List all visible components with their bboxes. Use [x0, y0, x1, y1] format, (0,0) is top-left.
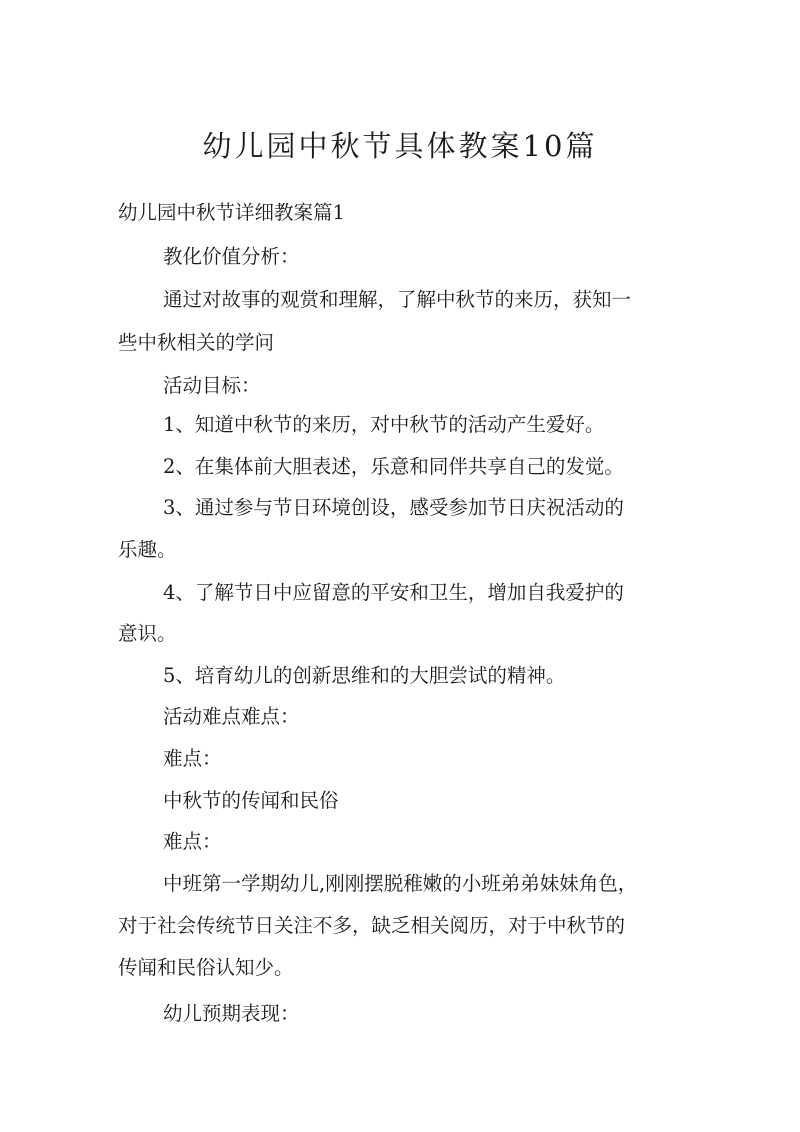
paragraph-line: 难点：	[163, 747, 222, 770]
paragraph-line: 意识。	[118, 622, 177, 645]
paragraph-line: 5、培育幼儿的创新思维和的大胆尝试的精神。	[163, 664, 566, 687]
paragraph-line: 些中秋相关的学问	[118, 331, 275, 354]
paragraph-line: 幼儿园中秋节详细教案篇1	[118, 201, 345, 224]
paragraph-line: 活动难点难点：	[163, 705, 300, 728]
document-title: 幼儿园中秋节具体教案10篇	[202, 129, 598, 163]
paragraph-line: 对于社会传统节日关注不多，缺乏相关阅历，对于中秋节的	[118, 914, 626, 937]
paragraph-line: 教化价值分析：	[163, 245, 300, 268]
paragraph-line: 乐趣。	[118, 538, 177, 561]
paragraph-line: 传闻和民俗认知少。	[118, 956, 294, 979]
paragraph-line: 4、了解节日中应留意的平安和卫生，增加自我爱护的	[163, 581, 624, 604]
paragraph-line: 难点：	[163, 830, 222, 853]
paragraph-line: 1、知道中秋节的来历，对中秋节的活动产生爱好。	[163, 413, 605, 436]
paragraph-line: 幼儿预期表现：	[163, 1002, 300, 1025]
paragraph-line: 中班第一学期幼儿,刚刚摆脱稚嫩的小班弟弟妹妹角色，	[163, 872, 638, 895]
paragraph-line: 活动目标：	[163, 374, 261, 397]
paragraph-line: 中秋节的传闻和民俗	[163, 789, 339, 812]
paragraph-line: 2、在集体前大胆表述，乐意和同伴共享自己的发觉。	[163, 455, 624, 478]
paragraph-line: 3、通过参与节日环境创设，感受参加节日庆祝活动的	[163, 496, 624, 519]
paragraph-line: 通过对故事的观赏和理解，了解中秋节的来历，获知一	[163, 288, 632, 311]
